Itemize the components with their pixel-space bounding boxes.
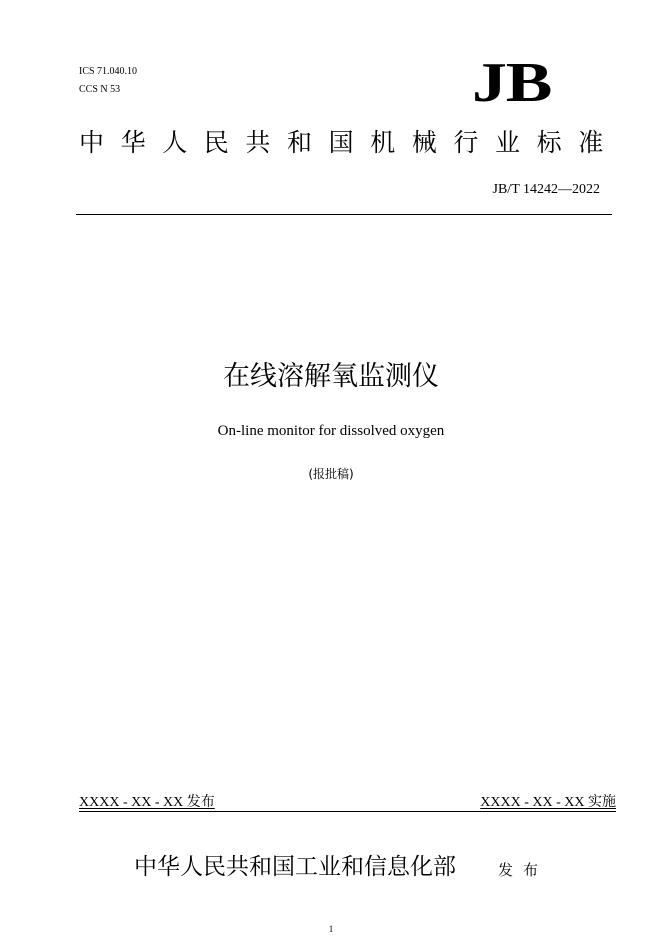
footer-divider xyxy=(79,811,616,812)
implementation-date: XXXX - XX - XX 实施 xyxy=(480,795,616,810)
issue-label: 发布 xyxy=(498,861,549,879)
release-date: XXXX - XX - XX 发布 xyxy=(79,795,215,810)
ics-code: ICS 71.040.10 xyxy=(79,66,138,77)
standard-title: 中华人民共和国机械行业标准 xyxy=(79,128,620,157)
ccs-code: CCS N 53 xyxy=(79,84,121,95)
issuing-authority: 中华人民共和国工业和信息化部 xyxy=(134,854,456,880)
document-title-english: On-line monitor for dissolved oxygen xyxy=(217,423,445,439)
page-number: 1 xyxy=(328,924,334,934)
jb-logo: JB xyxy=(472,52,552,114)
document-title-chinese: 在线溶解氧监测仪 xyxy=(223,361,439,392)
header-divider xyxy=(76,214,612,215)
standard-number: JB/T 14242—2022 xyxy=(492,182,600,197)
draft-status: (报批稿) xyxy=(308,467,354,481)
